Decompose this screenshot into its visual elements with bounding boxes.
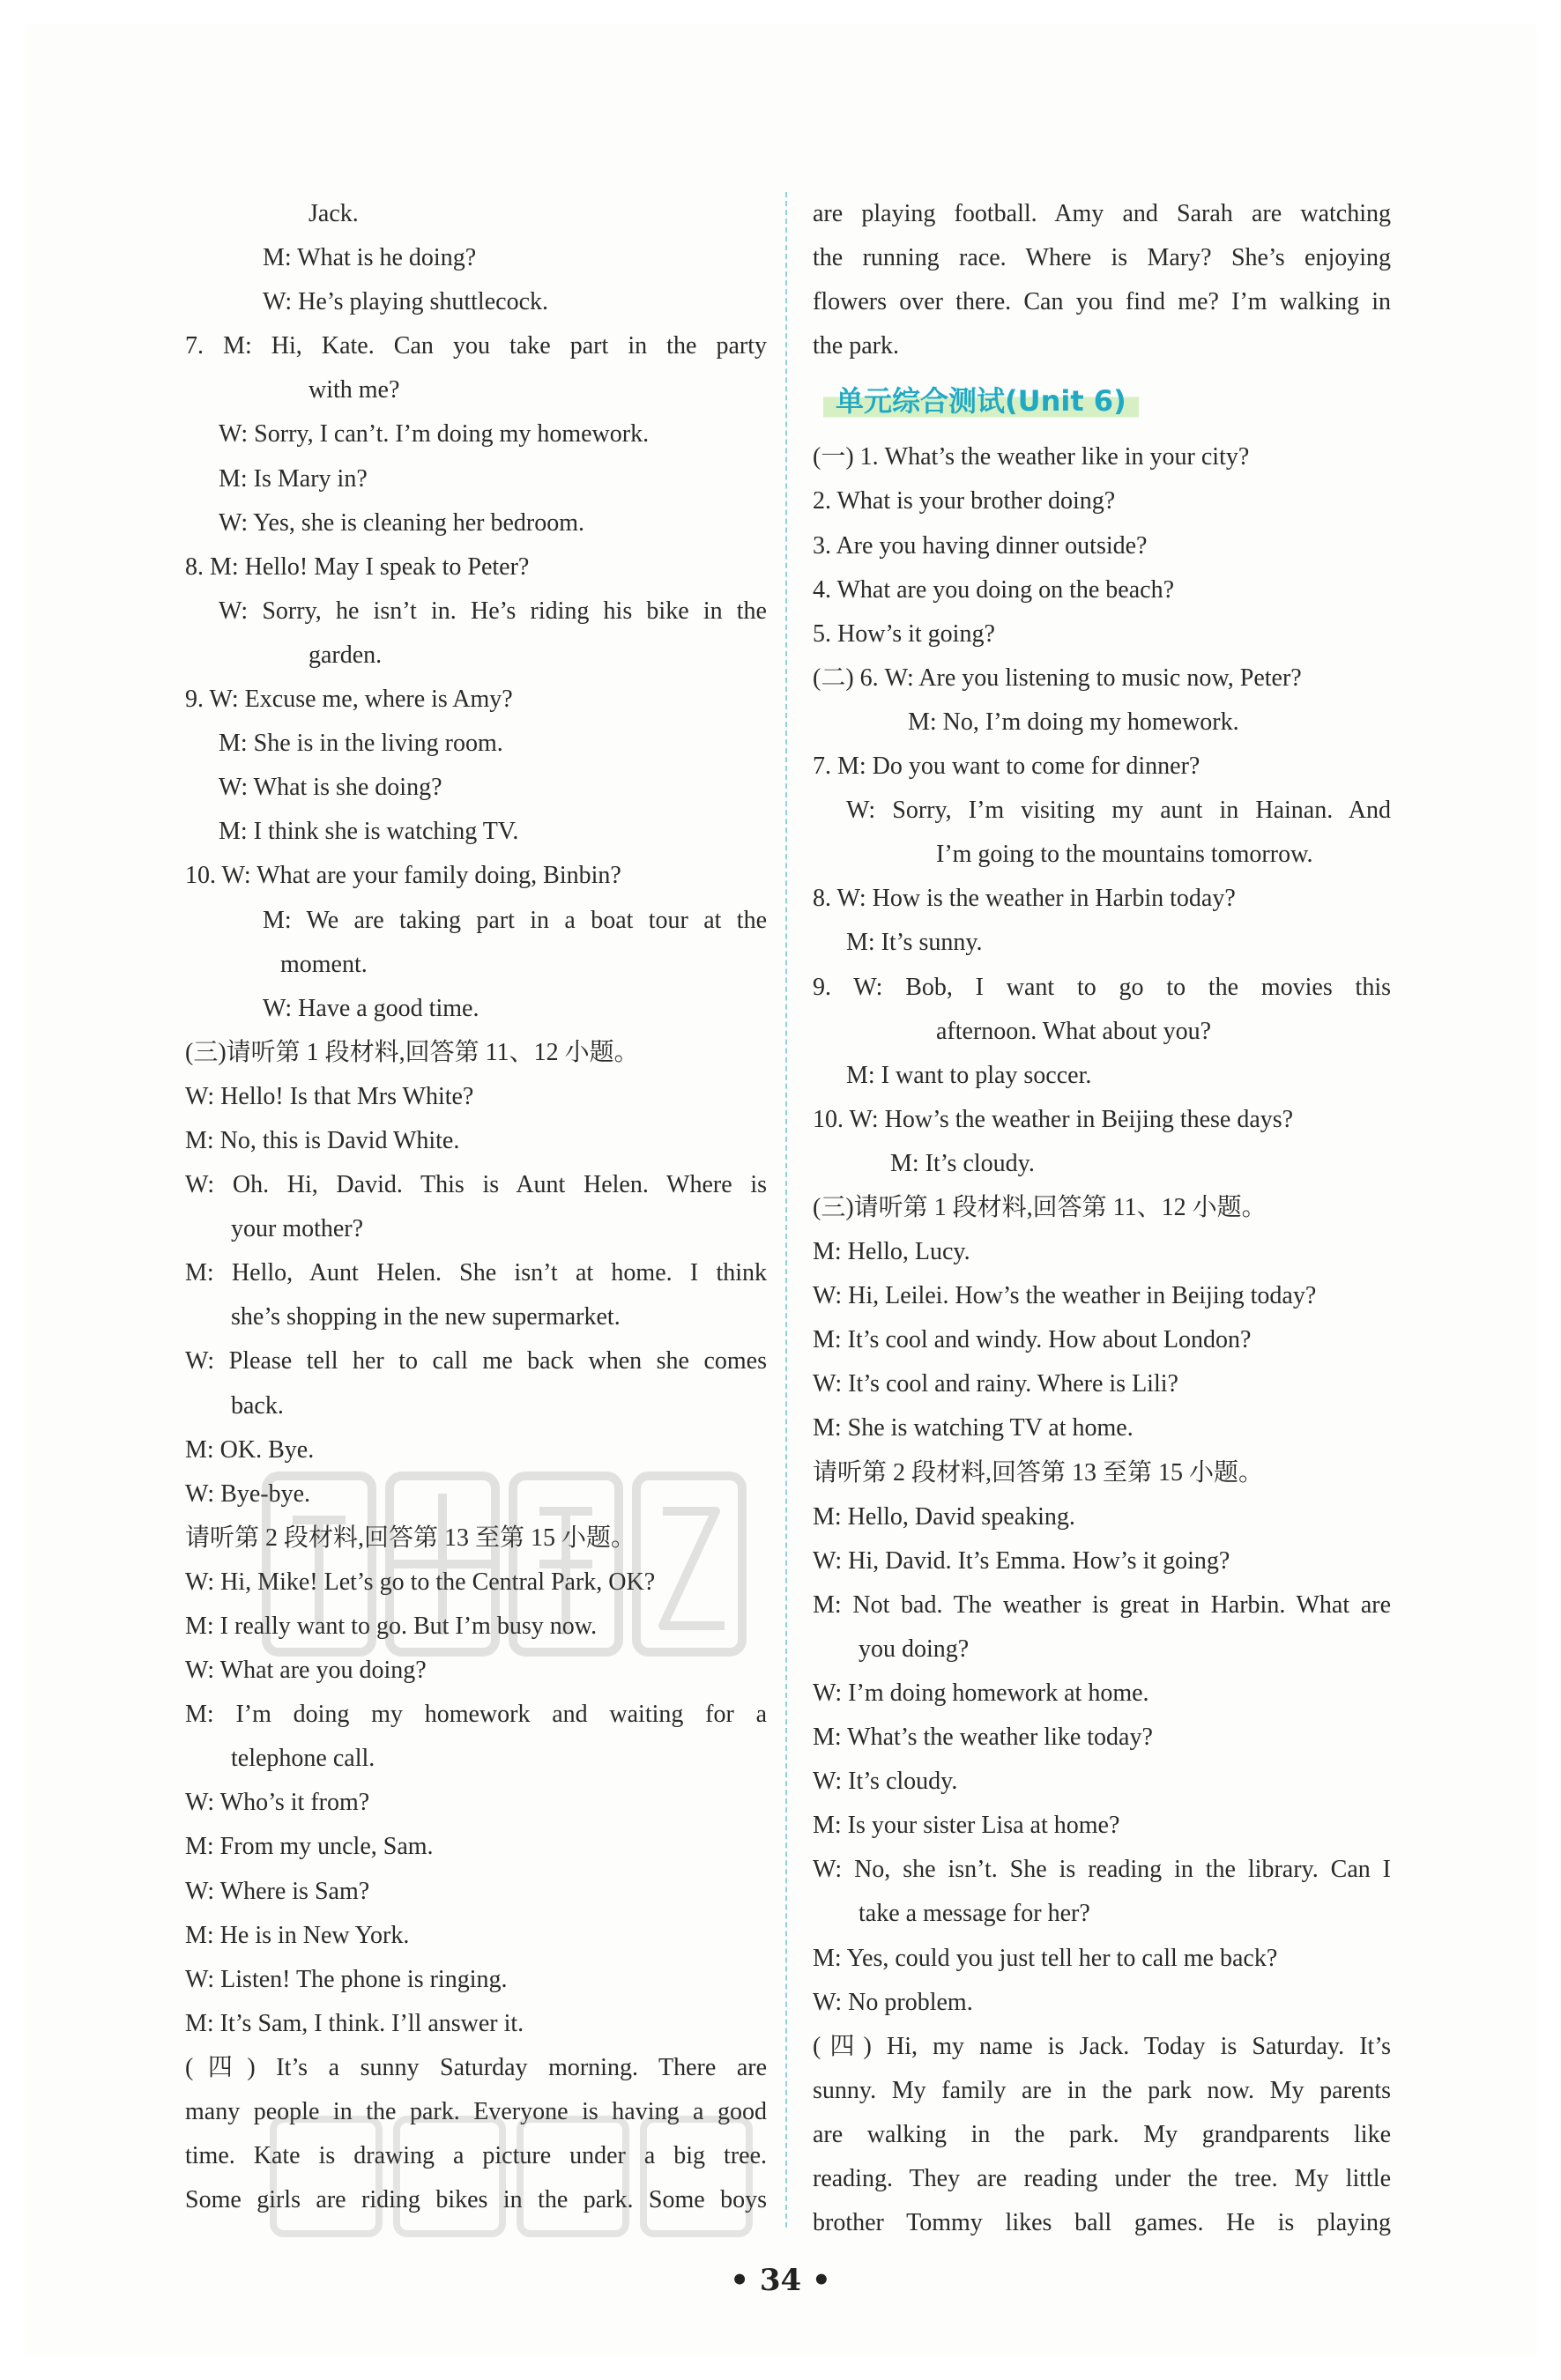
text-line: M: Is your sister Lisa at home? (813, 1812, 1120, 1840)
text-line: M: I think she is watching TV. (219, 818, 519, 846)
text-line: (三)请听第 1 段材料,回答第 11、12 小题。 (185, 1038, 639, 1066)
text-line: (四) It’s a sunny Saturday morning. There are (185, 2053, 767, 2081)
text-line: (四) Hi, my name is Jack. Today is Saturday. It’s (813, 2032, 1391, 2060)
text-line: M: I want to play soccer. (846, 1061, 1092, 1089)
text-line: M: It’s cool and windy. How about London? (813, 1326, 1252, 1354)
text-line: 请听第 2 段材料,回答第 13 至第 15 小题。 (813, 1458, 1264, 1487)
text-line: 10. W: What are your family doing, Binbin? (185, 862, 621, 890)
text-line: 8. W: How is the weather in Harbin today? (813, 885, 1236, 913)
text-line: (三)请听第 1 段材料,回答第 11、12 小题。 (813, 1193, 1267, 1221)
left-column (185, 192, 767, 2222)
text-line: M: No, this is David White. (185, 1126, 460, 1154)
text-line: 2. What is your brother doing? (813, 487, 1116, 515)
text-line: M: Not bad. The weather is great in Harbin. What are (813, 1590, 1391, 1619)
text-line: many people in the park. Everyone is having a good (185, 2098, 767, 2126)
text-line: W: It’s cool and rainy. Where is Lili? (813, 1370, 1178, 1398)
section-title: 单元综合测试(Unit 6) (823, 381, 1139, 421)
text-line: M: From my uncle, Sam. (185, 1833, 434, 1861)
text-line: W: Listen! The phone is ringing. (185, 1965, 508, 1993)
text-line: 9. W: Bob, I want to go to the movies this (813, 973, 1391, 1001)
text-line: W: Sorry, I can’t. I’m doing my homework. (219, 420, 650, 449)
text-line: 9. W: Excuse me, where is Amy? (185, 686, 513, 714)
text-line: take a message for her? (859, 1900, 1090, 1928)
text-line: M: It’s sunny. (846, 929, 983, 957)
right-column-top (813, 192, 1391, 368)
text-line: M: Yes, could you just tell her to call me back? (813, 1944, 1278, 1972)
text-line: Jack. (308, 200, 359, 227)
text-line: your mother? (231, 1215, 364, 1243)
text-line: the running race. Where is Mary? She’s enjoying (813, 244, 1391, 272)
text-line: time. Kate is drawing a picture under a big tree. (185, 2142, 767, 2170)
text-line: back. (231, 1391, 284, 1420)
text-line: W: Yes, she is cleaning her bedroom. (219, 508, 584, 537)
text-line: M: He is in New York. (185, 1921, 410, 1949)
text-line: M: Hello, Lucy. (813, 1238, 970, 1266)
text-line: she’s shopping in the new supermarket. (231, 1303, 621, 1331)
text-line: W: No, she isn’t. She is reading in the library. Can I (813, 1856, 1391, 1884)
text-line: W: Sorry, I’m visiting my aunt in Hainan. And (846, 797, 1391, 825)
text-line: M: No, I’m doing my homework. (908, 708, 1239, 736)
text-line: M: What is he doing? (263, 244, 477, 272)
text-line: M: She is watching TV at home. (813, 1414, 1134, 1442)
text-line: 8. M: Hello! May I speak to Peter? (185, 552, 530, 581)
text-line: W: It’s cloudy. (813, 1768, 958, 1796)
text-line: flowers over there. Can you find me? I’m walking in (813, 288, 1391, 316)
text-line: M: It’s cloudy. (890, 1149, 1035, 1177)
text-line: reading. They are reading under the tree. My little (813, 2165, 1391, 2193)
text-line: M: OK. Bye. (185, 1435, 315, 1464)
text-line: moment. (280, 950, 368, 978)
text-line: telephone call. (231, 1745, 375, 1773)
text-line: (二) 6. W: Are you listening to music now, Peter? (813, 664, 1302, 692)
text-line: W: Bye-bye. (185, 1479, 311, 1508)
text-line: W: What are you doing? (185, 1657, 427, 1685)
right-column (813, 192, 1391, 2245)
text-line: sunny. My family are in the park now. My parents (813, 2076, 1391, 2104)
text-line: W: Have a good time. (263, 994, 479, 1022)
text-line: 10. W: How’s the weather in Beijing these days? (813, 1105, 1294, 1133)
text-line: afternoon. What about you? (936, 1017, 1212, 1045)
text-line: W: I’m doing homework at home. (813, 1679, 1149, 1707)
text-line: 7. M: Hi, Kate. Can you take part in the party (185, 332, 767, 360)
text-line: W: What is she doing? (219, 774, 442, 802)
text-line: W: No problem. (813, 1988, 973, 2016)
text-line: W: Who’s it from? (185, 1789, 370, 1817)
text-line: W: Hello! Is that Mrs White? (185, 1082, 474, 1110)
text-line: W: Hi, David. It’s Emma. How’s it going? (813, 1546, 1230, 1575)
text-line: 5. How’s it going? (813, 619, 995, 648)
text-line: W: Hi, Leilei. How’s the weather in Beijing today? (813, 1282, 1317, 1310)
text-line: the park. (813, 332, 899, 360)
text-line: (一) 1. What’s the weather like in your city? (813, 443, 1250, 471)
text-line: W: Oh. Hi, David. This is Aunt Helen. Where is (185, 1171, 767, 1199)
page-number: • 34 • (730, 2263, 831, 2298)
text-line: garden. (308, 641, 383, 669)
text-line: M: I really want to go. But I’m busy now. (185, 1613, 598, 1640)
text-line: with me? (308, 376, 400, 404)
text-line: M: I’m doing my homework and waiting for a (185, 1701, 767, 1729)
text-line: 请听第 2 段材料,回答第 13 至第 15 小题。 (185, 1524, 636, 1552)
text-line: W: He’s playing shuttlecock. (263, 288, 548, 316)
text-line: M: It’s Sam, I think. I’ll answer it. (185, 2009, 524, 2037)
text-line: brother Tommy likes ball games. He is playing (813, 2209, 1391, 2237)
text-line: M: What’s the weather like today? (813, 1724, 1153, 1752)
section-heading (813, 374, 1391, 426)
text-line: are playing football. Amy and Sarah are watching (813, 200, 1391, 227)
text-line: M: She is in the living room. (219, 730, 503, 758)
text-line: W: Hi, Mike! Let’s go to the Central Park, OK? (185, 1568, 656, 1596)
text-line: you doing? (859, 1635, 970, 1663)
text-line: are walking in the park. My grandparents like (813, 2120, 1391, 2148)
text-line: M: Hello, Aunt Helen. She isn’t at home. I think (185, 1259, 767, 1287)
text-line: 7. M: Do you want to come for dinner? (813, 753, 1200, 781)
text-line: M: Hello, David speaking. (813, 1502, 1075, 1531)
text-line: 3. Are you having dinner outside? (813, 531, 1148, 560)
text-line: W: Where is Sam? (185, 1877, 370, 1905)
text-line: 4. What are you doing on the beach? (813, 575, 1175, 604)
text-line: M: We are taking part in a boat tour at the (263, 906, 767, 934)
right-column-bottom (813, 435, 1391, 2245)
text-line: M: Is Mary in? (219, 464, 368, 493)
text-line: W: Please tell her to call me back when she comes (185, 1347, 767, 1375)
text-line: W: Sorry, he isn’t in. He’s riding his bike in the (219, 597, 767, 625)
text-line: I’m going to the mountains tomorrow. (936, 841, 1313, 869)
text-line: Some girls are riding bikes in the park. Some boys (185, 2186, 767, 2214)
column-divider (785, 192, 787, 2228)
